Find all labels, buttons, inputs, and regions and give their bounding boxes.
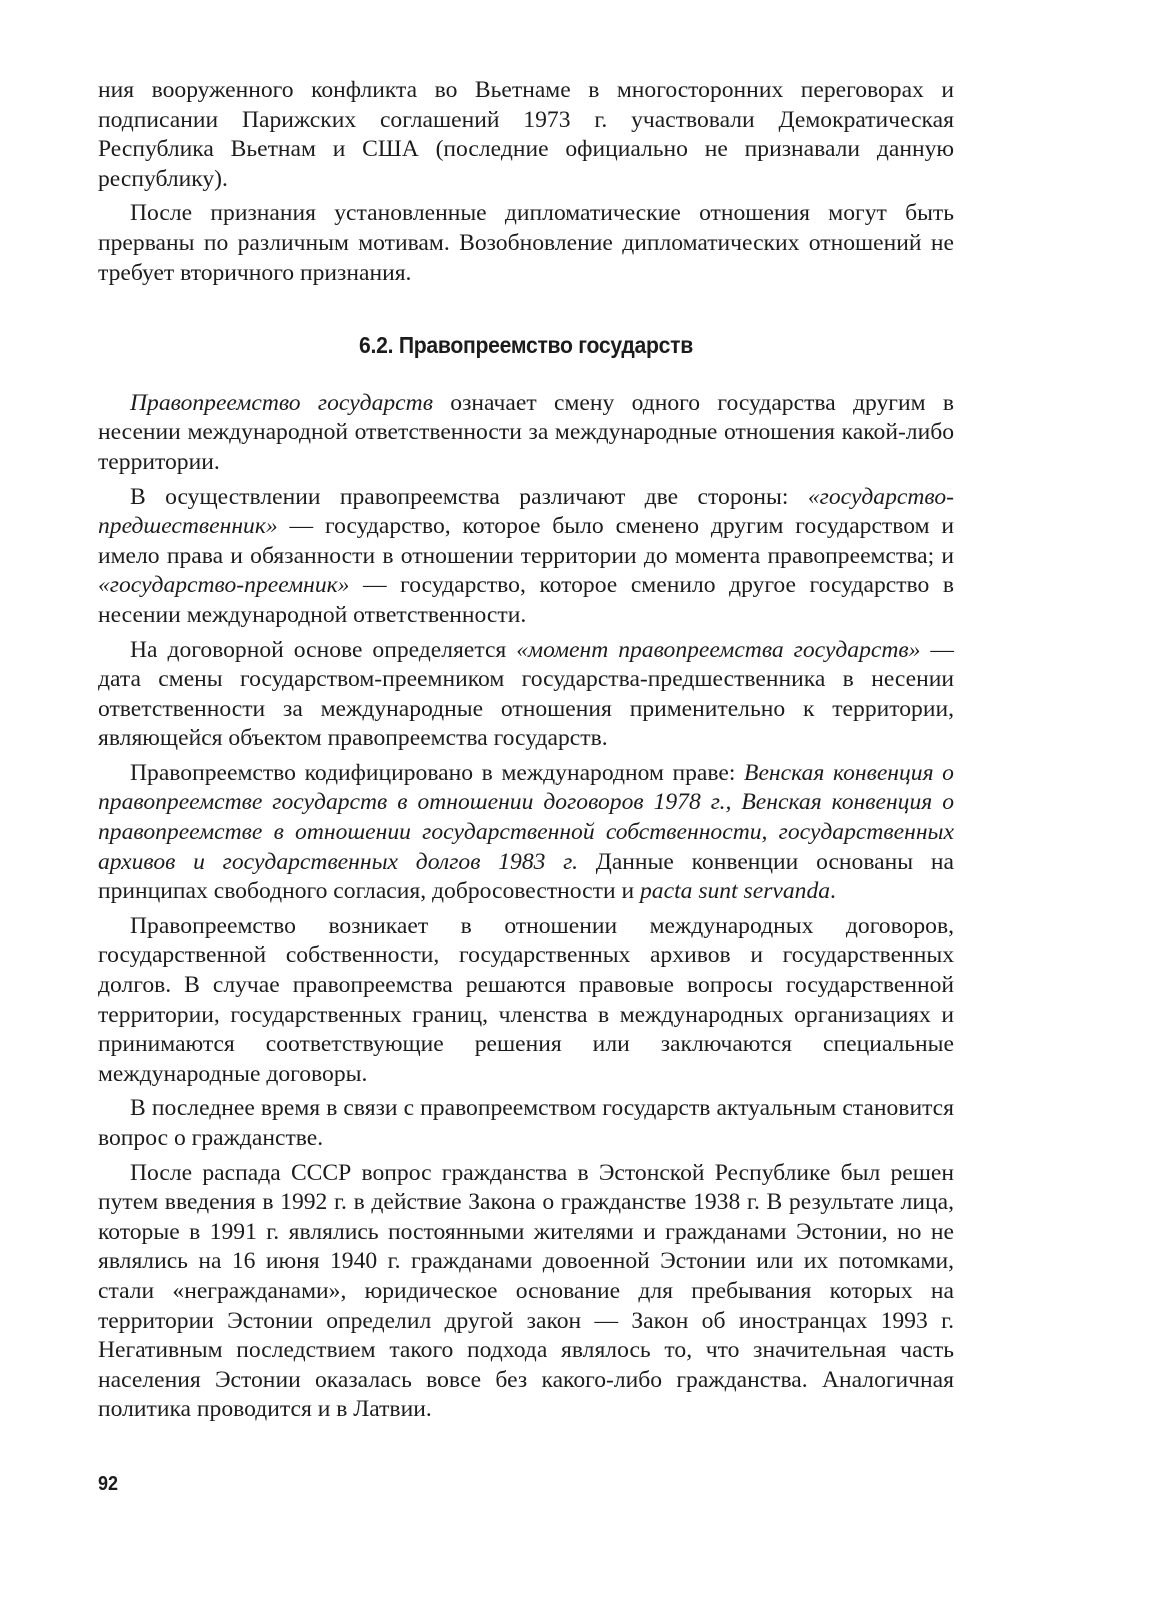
paragraph-citizenship: В последнее время в связи с правопреемством государств актуальным становится вопрос о гражданстве.	[98, 1095, 954, 1151]
latin-phrase: pacta sunt servanda	[640, 878, 831, 905]
conventions-names: Венская конвенция о правопреемстве государств в отношении договоров 1978 г., Венская конвенция о правопреемстве в отношении государственной собственности, государственных архивов и государственных долгов 1983 г.	[98, 759, 954, 875]
paragraph-moment	[98, 636, 954, 754]
paragraph-codification	[98, 759, 954, 907]
paragraph-continuation: ния вооруженного конфликта во Вьетнаме в многосторонних переговорах и подписании Парижских соглашений 1973 г. участвовали Демократическая Республика Вьетнам и США (последние официально не признавали данную республику).	[98, 77, 954, 192]
successor-description: — государство, которое сменило другое государство в несении международной ответственности.	[98, 572, 954, 628]
paragraph-parties	[98, 483, 954, 631]
term-successor-state: «государство-преемник»	[98, 572, 350, 599]
term-moment-of-succession: «момент правопреемства государств»	[516, 636, 921, 663]
section-heading: 6.2. Правопреемство государств	[359, 332, 693, 359]
codification-end: .	[830, 878, 836, 905]
paragraph-estonia: После распада СССР вопрос гражданства в Эстонской Республике был решен путем введения в 1992 г. в действие Закона о гражданстве 1938 г. В результате лица, которые в 1991 г. являлись постоянными жителями и гражданами Эстонии, но не являлись на 16 июня 1940 г. гражданами довоенной Эстонии или их потомками, стали «негражданами», юридическое основание для пребывания которых на территории Эстонии определил другой закон — Закон об иностранцах 1993 г. Негативным последствием такого подхода являлось то, что значительная часть населения Эстонии оказалась вовсе без какого-либо гражданства. Аналогичная политика проводится и в Латвии.	[98, 1159, 954, 1423]
definition-text: означает смену одного государства другим в несении международной ответственности за международные отношения какой-либо территории.	[98, 389, 954, 475]
codification-intro: Правопреемство кодифицировано в международном праве:	[130, 759, 745, 786]
page-number: 92	[98, 1473, 119, 1495]
predecessor-description: — государство, которое было сменено другим государством и имело права и обязанности в отношении территории до момента правопреемства; и	[98, 513, 954, 569]
moment-description: — дата смены государством-преемником государства-предшественника в несении ответственности за международные отношения применительно к территории, являющейся объектом правопреемства государств.	[98, 636, 954, 752]
page-body	[98, 76, 954, 1430]
paragraph-scope: Правопреемство возникает в отношении международных договоров, государственной собственности, государственных архивов и государственных долгов. В случае правопреемства решаются правовые вопросы государственной территории, государственных границ, членства в международных организациях и принимаются соответствующие решения или заключаются специальные международные договоры.	[98, 912, 954, 1087]
term-predecessor-state: «государство-предшественник»	[98, 483, 954, 540]
conventions-principles: Данные конвенции основаны на принципах свободного согласия, добросовестности и	[98, 848, 954, 905]
paragraph-definition	[98, 389, 954, 478]
moment-intro: На договорной основе определяется	[130, 636, 517, 663]
paragraph-diplomatic-relations: После признания установленные дипломатические отношения могут быть прерваны по различным мотивам. Возобновление дипломатических отношений не требует вторичного признания.	[98, 200, 954, 286]
parties-intro: В осуществлении правопреемства различают две стороны:	[130, 483, 808, 510]
term-state-succession: Правопреемство государств	[130, 389, 433, 416]
